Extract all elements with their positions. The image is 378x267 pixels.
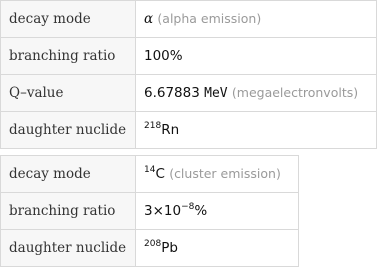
row-label: Q–value bbox=[1, 75, 136, 112]
daughter-nuclide-value bbox=[136, 230, 299, 267]
table-row bbox=[1, 230, 299, 267]
branching-ratio-value: 100% bbox=[136, 38, 377, 75]
daughter-nuclide-value bbox=[136, 112, 377, 149]
mass-number: 14 bbox=[144, 165, 156, 175]
mass-number: 208 bbox=[144, 239, 162, 249]
q-value-number: 6.67883 bbox=[144, 85, 200, 101]
ratio-suffix: % bbox=[194, 203, 208, 219]
row-label: daughter nuclide bbox=[1, 230, 136, 267]
decay-mode-value bbox=[136, 1, 377, 38]
branching-ratio-value bbox=[136, 193, 299, 230]
table-row bbox=[1, 112, 377, 149]
decay-properties-table-cluster bbox=[0, 155, 299, 267]
decay-mode-note: (cluster emission) bbox=[169, 166, 281, 181]
q-value bbox=[136, 75, 377, 112]
table-row bbox=[1, 1, 377, 38]
q-value-unit: MeV bbox=[204, 86, 228, 101]
decay-mode-value bbox=[136, 156, 299, 193]
table-row bbox=[1, 156, 299, 193]
table-row bbox=[1, 38, 377, 75]
table-row bbox=[1, 193, 299, 230]
alpha-symbol: α bbox=[144, 11, 154, 27]
element-symbol: Rn bbox=[161, 122, 180, 138]
row-label: decay mode bbox=[1, 1, 136, 38]
row-label: branching ratio bbox=[1, 38, 136, 75]
ratio-exponent: −8 bbox=[181, 202, 195, 212]
table-row bbox=[1, 75, 377, 112]
decay-mode-note: (alpha emission) bbox=[157, 11, 262, 26]
ratio-base: 3×10 bbox=[144, 203, 182, 219]
q-value-unit-note: (megaelectronvolts) bbox=[231, 85, 359, 100]
element-symbol: Pb bbox=[161, 240, 178, 256]
mass-number: 218 bbox=[144, 121, 162, 131]
row-label: branching ratio bbox=[1, 193, 136, 230]
element-symbol: C bbox=[155, 166, 165, 182]
row-label: daughter nuclide bbox=[1, 112, 136, 149]
row-label: decay mode bbox=[1, 156, 136, 193]
